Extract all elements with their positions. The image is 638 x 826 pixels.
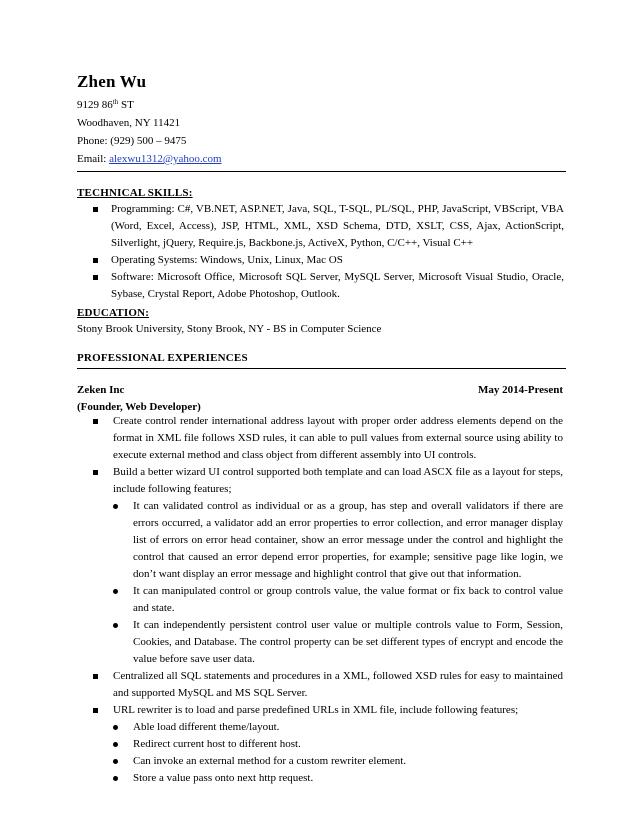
technical-skills-heading: TECHNICAL SKILLS: xyxy=(77,187,193,199)
address-street-rest: ST xyxy=(118,99,134,111)
company-name: Zeken Inc xyxy=(77,384,125,396)
wizard-feature-manipulation: It can manipulated control or group controls value, the value format or fix back to control value and state. xyxy=(113,583,563,617)
experience-heading: PROFESSIONAL EXPERIENCES xyxy=(77,352,248,364)
address-street-suffix: th xyxy=(112,98,119,106)
email-line xyxy=(77,152,222,166)
rewriter-feature-theme: Able load different theme/layout. xyxy=(113,719,563,736)
phone-number: Phone: (929) 500 – 9475 xyxy=(77,135,187,147)
wizard-feature-validation: It can validated control as individual or as a group, has step and overall validators if there are errors occurred, a validator add an error properties to error collection, and error manager display list of errors on error head container, show an error message under the control and highlight the control that caused an error depend error properties, for example; sensitive page like login, we don’t want display an error message and highlight control that give out that information. xyxy=(113,498,563,583)
skill-item-software: Software: Microsoft Office, Microsoft SQL Server, MySQL Server, Microsoft Visual Studio, Oracle, Sybase, Crystal Report, Adobe Photoshop, Outlook. xyxy=(93,269,564,303)
wizard-feature-persistence: It can independently persistent control user value or multiple controls value to Form, Session, Cookies, and Database. The control property can be set different types of encrypt and encode the value before save user data. xyxy=(113,617,563,668)
candidate-name: Zhen Wu xyxy=(77,72,147,91)
employment-dates: May 2014-Present xyxy=(477,384,563,396)
education-text: Stony Brook University, Stony Brook, NY - BS in Computer Science xyxy=(77,323,382,335)
email-link[interactable]: alexwu1312@yahoo.com xyxy=(109,153,222,165)
experience-item-wizard-control: Build a better wizard UI control supported both template and can load ASCX file as a layout for steps, include following features; It can validated control as individual or as a group, has step and overall validators if there are errors occurred, a validator add an error properties to error collection, and error manager display list of errors on error head container, show an error message under the control and highlight the control that caused an error depend error properties, for example; sensitive page like login, we don’t want display an error message and highlight control that give out that information. It can manipulated control or group controls value, the value format or fix back to control value and state. It can independently persistent control user value or multiple controls value to Form, Session, Cookies, and Database. The control property can be set different types of encrypt and encode the value before save user data. xyxy=(93,464,563,668)
job-role: (Founder, Web Developer) xyxy=(77,401,201,413)
skill-item-os: Operating Systems: Windows, Unix, Linux, Mac OS xyxy=(93,252,564,269)
email-label: Email: xyxy=(77,153,110,165)
skill-item-programming: Programming: C#, VB.NET, ASP.NET, Java, SQL, T-SQL, PL/SQL, PHP, JavaScript, VBScript, VBA (Word, Excel, Access), JSP, HTML, XML, XSD Schema, DTD, XSLT, CSS, Ajax, ActionScript, Silverlight, jQuery, Require.js, Backbone.js, ActiveX, Python, C/C++, Visual C++ xyxy=(93,201,564,252)
experience-item-sql: Centralized all SQL statements and procedures in a XML, followed XSD rules for easy to maintained and supported MySQL and MS SQL Server. xyxy=(93,668,563,702)
address-city: Woodhaven, NY 11421 xyxy=(77,117,181,129)
rewriter-feature-external-method: Can invoke an external method for a custom rewriter element. xyxy=(113,753,563,770)
rewriter-feature-store-value: Store a value pass onto next http request. xyxy=(113,770,563,787)
address-street-number: 9129 86 xyxy=(77,99,113,111)
url-rewriter-features-list xyxy=(113,719,563,787)
education-heading: EDUCATION: xyxy=(77,307,150,319)
experience-item-address-control: Create control render international address layout with proper order address elements depend on the format in XML file follows XSD rules, it can able to pull values from external source using ability to execute external method and class object from different assembly into UI controls. xyxy=(93,413,563,464)
address-street xyxy=(77,98,134,112)
wizard-features-list xyxy=(113,498,563,668)
experience-list xyxy=(93,413,563,787)
header-divider xyxy=(77,171,566,172)
experience-divider xyxy=(77,368,566,369)
experience-item-url-rewriter: URL rewriter is to load and parse predefined URLs in XML file, include following features; Able load different theme/layout. Redirect current host to different host. Can invoke an external method for a custom rewriter element. Store a value pass onto next http request. xyxy=(93,702,563,787)
technical-skills-list xyxy=(93,201,564,303)
rewriter-feature-redirect: Redirect current host to different host. xyxy=(113,736,563,753)
